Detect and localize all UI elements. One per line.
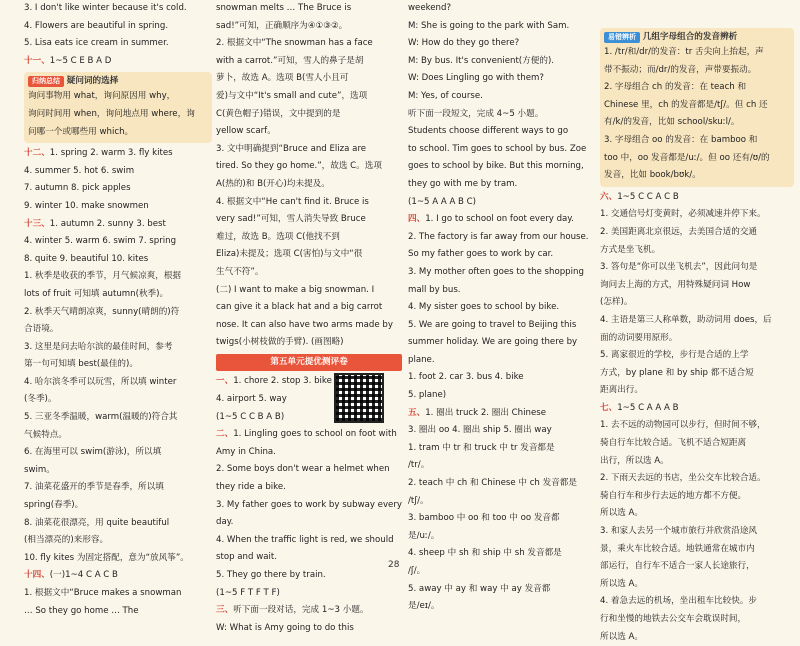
explanation-line: 2. teach 中 ch 和 Chinese 中 ch 发音都是 [408,478,577,489]
text-line: nose. It can also have two arms made by [216,319,393,330]
explanation-line: 3. 这里是问去哈尔滨的最佳时间，参考 [24,341,173,352]
explanation-line: 4. 哈尔滨冬季可以玩雪，所以填 winter [24,376,177,387]
text-line: goes to school by bike. But this morning, [408,161,584,172]
explanation-line: 2. 下雨天去远的书店，坐公交车比较合适。 [600,473,766,484]
text-line: Students choose different ways to go [408,126,569,137]
tip-line: 有/k/的发音，比如 school/skuːl/。 [604,117,740,128]
explanation-line: 1. 交通信号灯变黄时，必须减速并停下来。 [600,209,766,220]
tip-line: Chinese 里，ch 的发音都是/tʃ/。但 ch 还 [604,99,768,110]
text-line: 3. I don't like winter because it's cold. [24,3,187,13]
text-line: A(热的)和 B(开心)均未提及。 [216,178,330,189]
answer-line: 5. They go there by train. [216,570,326,580]
answer-line: 听下面一段对话，完成 1~3 小题。 [233,605,369,616]
tip-tag: 归纳总结 [28,76,64,87]
explanation-line: /tʃ/。 [408,495,429,506]
answer-line: 2. The factory is far away from our house. [408,231,589,242]
text-line: 生气不符”。 [216,266,264,277]
column-4 [600,0,794,646]
explanation-line: 部运行，自行车不适合一家人长途旅行， [600,561,755,572]
tip-line: 1. /tr/和/dr/的发音：tr 舌尖向上抬起，声 [604,47,764,57]
explanation-line: 是/eɪ/。 [408,601,440,612]
explanation-line: 3. 和家人去另一个城市旅行并欣赏沿途风 [600,526,758,537]
explanation-line: 3. 答句是“你可以坐飞机去”，因此问句是 [600,262,758,273]
explanation-line: 3. bamboo 中 oo 和 too 中 oo 发音都 [408,513,560,524]
explanation-line: 6. 在海里可以 swim(游泳)，所以填 [24,447,162,458]
text-line: can give it a black hat and a big carrot [216,302,383,313]
explanation-line: 1. 秋季是收获的季节，月气候凉爽，根据 [24,271,182,282]
tip-line: 询问时间用 when，询问地点用 where，询 [28,108,195,119]
column-3 [408,0,594,616]
section-11 [24,53,212,71]
explanation-line: 是/uː/。 [408,530,440,541]
answer-line: stop and wait. [216,552,277,563]
text-line: (二) I want to make a big snowman. I [216,284,375,295]
answer-line: (1~5 C C B A B) [216,411,285,422]
tip-tag: 易错辨析 [604,32,640,43]
text-line: 4. 根据文中“He can't find it. Bruce is [216,196,369,207]
answer-line: 5. plane) [408,390,447,401]
tip-title: 疑问词的选择 [66,76,119,87]
answer-line: 3. My father goes to work by subway every [216,499,402,510]
explanation-line: 4. sheep 中 sh 和 ship 中 sh 发音都是 [408,548,562,559]
explanation-line: 方式，by plane 和 by ship 都不适合短 [600,367,754,378]
answer-line: (一)1~4 C A C B [49,570,118,581]
text-line: W: How do they go there? [408,38,520,49]
explanation-line: 气候特点。 [24,429,67,440]
explanation-line: 景，乘火车比较合适。地铁通常在城市内 [600,543,755,554]
explanation-line: 5. 离家很近的学校，步行是合适的上学 [600,350,749,361]
explanation-line: 2. 美国距离北京很远，去美国合适的交通 [600,226,758,237]
column-2 [216,0,402,637]
text-line: twigs(小树枝做的手臂). (画图略) [216,337,344,348]
text-line: 4. Flowers are beautiful in spring. [24,20,169,31]
qr-code-icon [334,373,384,423]
text-line: yellow scarf。 [216,126,276,137]
explanation-line: 所以选 A。 [600,508,643,519]
explanation-line: 2. 秋季天气晴朗凉爽，sunny(晴朗的)符 [24,306,180,317]
explanation-line: 4. 着急去远的机场，坐出租车比较快。步 [600,596,758,607]
tip-line: 带不振动；而/dr/的发音，声带要振动。 [604,64,757,75]
text-line: sad!”可知，正确顺序为④①③②。 [216,20,348,31]
answer-line: Amy in China. [216,446,276,457]
section-title-bar: 第五单元提优测评卷 [216,354,402,372]
answer-line: (1~5 F T F T F) [216,587,280,598]
explanation-line: spring(春季)。 [24,500,84,511]
text-line: 听下面一段短文，完成 4~5 小题。 [408,108,544,119]
answer-line: summer holiday. We are going there by [408,337,578,348]
text-line: 爱)与文中“It's small and cute”，选项 [216,90,368,101]
section-number: 十二、 [24,148,50,159]
answer-line: 2. Some boys don't wear a helmet when [216,464,390,475]
explanation-line: 1. 根据文中“Bruce makes a snowman [24,588,182,598]
text-line: 难过，故选 B。选项 C(他找不到 [216,231,340,242]
explanation-line: 出行，所以选 A。 [600,455,669,466]
answer-line: So my father goes to work by car. [408,249,554,260]
explanation-line: /ʃ/。 [408,566,426,576]
section-number: 五、 [408,407,426,418]
explanation-line: 合语境。 [24,324,59,335]
explanation-line: 4. 主语是第三人称单数，助动词用 does，后 [600,314,772,325]
explanation-line: 询问去上海的方式，用特殊疑问词 How [600,279,751,290]
explanation-line: 8. 油菜花很漂亮，用 quite beautiful [24,517,170,528]
explanation-line: 所以选 A。 [600,631,643,642]
section-number: 三、 [216,605,234,616]
explanation-line: 所以选 A。 [600,578,643,589]
explanation-line: (怎样)。 [600,297,633,308]
answer-line: 1. spring 2. warm 3. fly kites [49,148,173,159]
section-number: 一、 [216,376,234,387]
tip-title: 几组字母组合的发音辨析 [642,32,738,42]
answer-line: mall by bus. [408,284,461,295]
text-line: M: Yes, of course. [408,90,483,101]
tip-line: 问哪一个或哪些用 which。 [28,126,134,137]
tip-line: 询问事物用 what，询问原因用 why， [28,91,176,102]
tip-box-pronunciation [600,28,794,187]
answer-line: 4. summer 5. hot 6. swim [24,165,135,176]
section-number: 七、 [600,402,618,413]
explanation-line: 5. 三亚冬季温暖，warm(温暖的)符合其 [24,412,178,423]
text-line: they go with me by tram. [408,178,518,189]
text-line: 萝卜，故选 A。选项 B(雪人小且可 [216,73,349,84]
explanation-line: 行和坐慢的地铁去公交车会耽误时间， [600,614,747,624]
explanation-line: 7. 油菜花盛开的季节是春季，所以填 [24,482,164,493]
answer-line: 7. autumn 8. pick apples [24,183,131,194]
text-line: tired. So they go home.”，故选 C。选项 [216,161,382,172]
answer-line: plane. [408,354,435,365]
tip-line: 3. 字母组合 oo 的发音：在 bamboo 和 [604,134,758,145]
explanation-line: 1. tram 中 tr 和 truck 中 tr 发音都是 [408,442,555,453]
text-line: snowman melts … The Bruce is [216,3,352,13]
explanation-line: (冬季)。 [24,394,57,405]
answer-line: 1. 圈出 truck 2. 圈出 Chinese [425,407,547,418]
answer-line: 1. I go to school on foot every day. [425,214,574,225]
explanation-line: 面的动词要用原形。 [600,332,678,343]
section-number: 四、 [408,214,426,225]
section-number: 六、 [600,191,618,202]
text-line: 3. 文中明确提到“Bruce and Eliza are [216,143,367,154]
answer-line: 1~5 C C A C B [617,191,679,202]
text-line: Eliza)未提及；选项 C(害怕)与文中“很 [216,249,363,260]
tip-line: 发音，比如 book/bʊk/。 [604,170,701,181]
text-line: C(黄色帽子)错误，文中提到的是 [216,108,341,119]
answer-line: 5. We are going to travel to Beijing this [408,319,577,330]
answer-line: 9. winter 10. make snowmen [24,200,149,211]
answer-line: 1~5 C E B A D [49,55,112,66]
tip-box [24,72,212,143]
text-line: 5. Lisa eats ice cream in summer. [24,38,169,49]
answer-line: 1~5 C A A A B [617,402,679,413]
column-1 [24,0,212,620]
answer-line: day. [216,517,234,528]
explanation-line: … So they go home … The [24,605,139,616]
answer-line: 3. 圈出 oo 4. 圈出 ship 5. 圈出 way [408,425,552,436]
answer-line: 1. chore 2. stop 3. bike [233,376,332,387]
answer-line: 1. Lingling goes to school on foot with [233,429,397,440]
text-line: W: Does Lingling go with them? [408,73,544,84]
text-line: M: She is going to the park with Sam. [408,20,570,31]
text-line: (1~5 A A A B C) [408,196,477,207]
section-number: 十四、 [24,570,50,581]
answer-line: 4. When the traffic light is red, we should [216,534,394,545]
explanation-line: lots of fruit 可知填 autumn(秋季)。 [24,288,169,299]
answer-line: W: What is Amy going to do this [216,622,354,633]
explanation-line: 骑自行车比较合适。飞机不适合短距离 [600,438,747,449]
explanation-line: (相当漂亮的)来形容。 [24,535,109,546]
text-line: to school. Tim goes to school by bus. Zoe [408,143,587,154]
section-number: 二、 [216,429,234,440]
explanation-line: /tr/。 [408,460,430,471]
explanation-line: 骑自行车和步行去远的地方都不方便。 [600,490,747,501]
answer-line: 1. foot 2. car 3. bus 4. bike [408,372,524,383]
answer-line: 4. My sister goes to school by bike. [408,302,560,313]
answer-line: they ride a bike. [216,482,286,493]
answer-line: 4. winter 5. warm 6. swim 7. spring [24,236,177,247]
explanation-line: 方式是坐飞机。 [600,244,661,255]
text-line: with a carrot.”可知，雪人的鼻子是胡 [216,55,364,66]
explanation-line: 1. 去不远的动物园可以步行，但时间不够， [600,420,766,431]
text-line: M: By bus. It's convenient(方便的). [408,55,555,66]
section-number: 十一、 [24,55,50,66]
tip-line: 2. 字母组合 ch 的发音：在 teach 和 [604,82,747,93]
tip-line: too 中，oo 发音都是/uː/。但 oo 还有/ʊ/的 [604,152,770,163]
explanation-line: 10. fly kites 为固定搭配，意为“放风筝”。 [24,552,189,563]
answer-line: 8. quite 9. beautiful 10. kites [24,253,149,264]
text-line: very sad!”可知，雪人消失导致 Bruce [216,214,366,225]
answer-line: 4. airport 5. way [216,394,287,405]
section-number: 十三、 [24,218,50,229]
explanation-line: swim。 [24,464,55,475]
text-line: weekend? [408,3,452,13]
answer-line: 1. autumn 2. sunny 3. best [49,218,166,229]
explanation-line: 第一句可知填 best(最佳的)。 [24,359,138,370]
explanation-line: 距离出行。 [600,385,643,396]
text-line: 2. 根据文中“The snowman has a face [216,38,373,49]
explanation-line: 5. away 中 ay 和 way 中 ay 发音都 [408,583,551,594]
answer-line: 3. My mother often goes to the shopping [408,266,584,277]
page-number: 28 [388,560,400,570]
